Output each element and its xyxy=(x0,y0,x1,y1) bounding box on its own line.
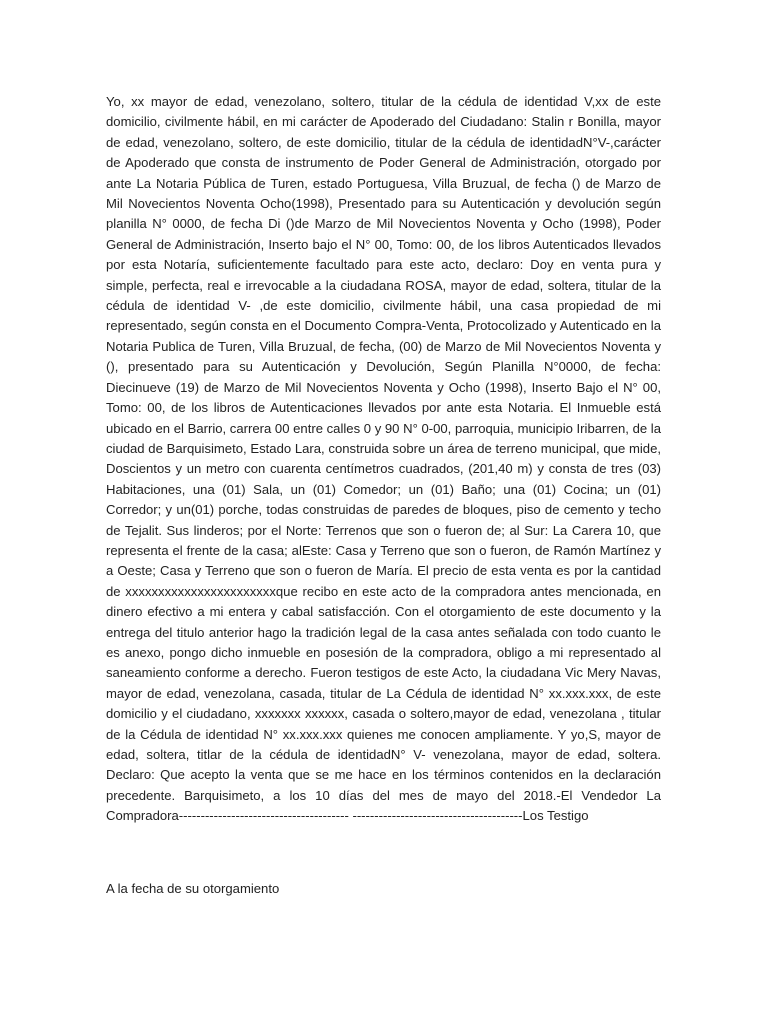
footer-line: A la fecha de su otorgamiento xyxy=(106,881,280,896)
main-paragraph: Yo, xx mayor de edad, venezolano, soltero, titular de la cédula de identidad V,xx de este domicilio, civilmente hábil, en mi carácter de Apoderado del Ciudadano: Stalin r Bonilla, mayor de edad, venezolano, soltero, de este domicilio, titular de la cédula de identidadN°V-,carácter de Apoderado que consta de instrumento de Poder General de Administración, otorgado por ante La Notaria Pública de Turen, estado Portuguesa, Villa Bruzual, de fecha () de Marzo de Mil Novecientos Noventa Ocho(1998), Presentado para su Autenticación y devolución según planilla N° 0000, de fecha Di ()de Marzo de Mil Novecientos Noventa y Ocho (1998), Poder General de Administración, Inserto bajo el N° 00, Tomo: 00, de los libros Autenticados llevados por esta Notaría, suficientemente facultado para este acto, declaro: Doy en venta pura y simple, perfecta, real e irrevocable a la ciudadana ROSA, mayor de edad, soltera, titular de la cédula de identidad V- ,de este domicilio, civilmente hábil, una casa propiedad de mi representado, según consta en el Documento Compra-Venta, Protocolizado y Autenticado en la Notaria Publica de Turen, Villa Bruzual, de fecha, (00) de Marzo de Mil Novecientos Noventa y (), presentado para su Autenticación y Devolución, Según Planilla N°0000, de fecha: Diecinueve (19) de Marzo de Mil Novecientos Noventa y Ocho (1998), Inserto Bajo el N° 00, Tomo: 00, de los libros de Autenticaciones llevados por ante esta Notaria. El Inmueble está ubicado en el Barrio, carrera 00 entre calles 0 y 90 N° 0-00, parroquia, municipio Iribarren, de la ciudad de Barquisimeto, Estado Lara, construida sobre un área de terreno municipal, que mide, Doscientos y un metro con cuarenta centímetros cuadrados, (201,40 m) y consta de tres (03) Habitaciones, una (01) Sala, un (01) Comedor; un (01) Baño; una (01) Cocina; un (01) Corredor; y un(01) porche, todas construidas de paredes de bloques, piso de cemento y techo de Tejalit. Sus linderos; por el Norte: Terrenos que son o fueron de; al Sur: La Carera 10, que representa el frente de la casa; alEste: Casa y Terreno que son o fueron, de Ramón Martínez y a Oeste; Casa y Terreno que son o fueron de María. El precio de esta venta es por la cantidad de xxxxxxxxxxxxxxxxxxxxxxxque recibo en este acto de la compradora antes mencionada, en dinero efectivo a mi entera y cabal satisfacción. Con el otorgamiento de este documento y la entrega del titulo anterior hago la tradición legal de la casa antes señalada con todo cuanto le es anexo, pongo dicho inmueble en posesión de la compradora, obligo a mi representado al saneamiento conforme a derecho. Fueron testigos de este Acto, la ciudadana Vic Mery Navas, mayor de edad, venezolana, casada, titular de La Cédula de identidad N° xx.xxx.xxx, de este domicilio y el ciudadano, xxxxxxx xxxxxx, casada o soltero,mayor de edad, venezolana , titular de la Cédula de identidad N° xx.xxx.xxx quienes me conocen ampliamente. Y yo,S, mayor de edad, soltera, titlar de la cédula de identidadN° V- venezolana, mayor de edad, soltera. Declaro: Que acepto la venta que se me hace en los términos contenidos en la declaración precedente. Barquisimeto, a los 10 días del mes de mayo del 2018.-El Vendedor La Compradora--------------------------------------- ---------------------------------------Los Testigo xyxy=(106,94,661,824)
